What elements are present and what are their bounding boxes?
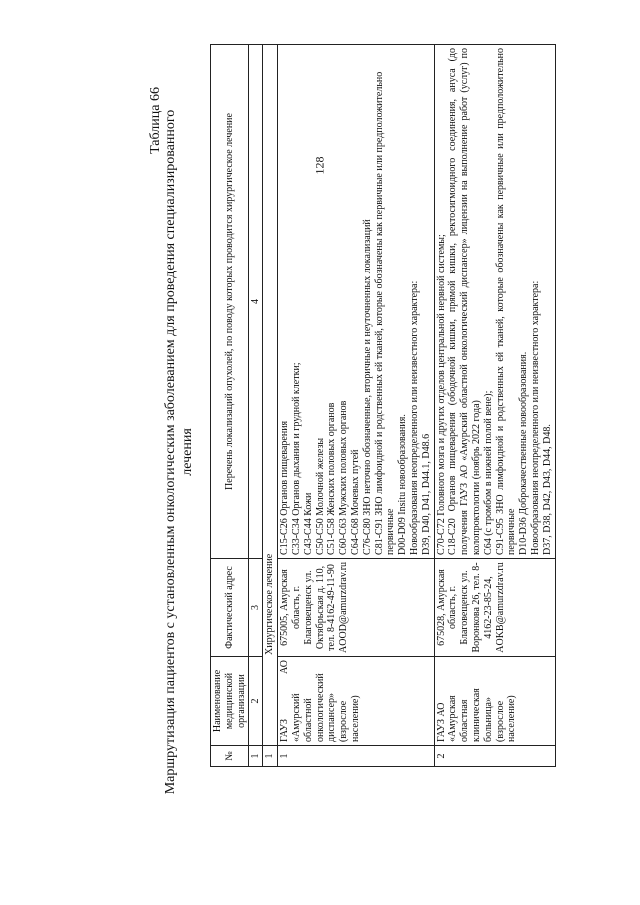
header-list: Перечень локализаций опухолей, по поводу которых проводится хирургическое лечение bbox=[211, 45, 249, 559]
list-item: D00-D09 Insitu новообразования. bbox=[397, 414, 409, 555]
org-address: 675005, Амурская область, г. Благовещенск ул. Октябрьская д. 110, тел. 8-4162-49-11-90 AOOD@amurzdrav.ru bbox=[278, 558, 434, 656]
col-number: 1 bbox=[249, 746, 263, 767]
table-row bbox=[278, 45, 434, 767]
section-label: Хирургическое лечение bbox=[263, 45, 278, 746]
rotated-page-content bbox=[20, 2, 620, 902]
list-item: C51-C58 Женских половых органов bbox=[326, 402, 338, 555]
list-item: D37, D38, D42, D43, D44, D48. bbox=[541, 424, 553, 555]
list-item: C50-C50 Молочной железы bbox=[314, 437, 326, 555]
list-item: C91-C95 ЗНО лимфоидной и родственных ей тканей, которые обозначены как первичные или предположительно первичные bbox=[494, 48, 518, 555]
heading-line-2: лечения bbox=[180, 428, 195, 476]
list-item: C64-C68 Мочевых путей bbox=[349, 449, 361, 555]
section-row bbox=[263, 45, 278, 767]
heading-line-1: Маршрутизация пациентов с установленным онкологическим заболеванием для проведения специализированного bbox=[163, 109, 178, 795]
list-item: C81-C91 ЗНО лимфоидной и родственных ей тканей, которые обозначены как первичные или предположительно первичные bbox=[373, 71, 397, 555]
col-number: 2 bbox=[249, 657, 263, 746]
list-item: C64 (с тромбом в нижней полой вене); bbox=[482, 390, 494, 555]
col-number: 4 bbox=[249, 45, 263, 559]
list-item: C70-C72 Головного мозга и других отделов центральной нервной системы; bbox=[435, 234, 447, 555]
list-item: C76-C80 ЗНО неточно обозначенные, вторичные и неуточненных локализаций bbox=[361, 219, 373, 555]
list-item: Новообразования неопределенного или неизвестного характера: bbox=[408, 280, 420, 555]
localization-list bbox=[278, 45, 434, 559]
page-number: 128 bbox=[312, 156, 327, 175]
header-address: Фактический адрес bbox=[211, 558, 249, 656]
routing-table bbox=[210, 44, 556, 767]
list-item: C43-C44 Кожи bbox=[302, 492, 314, 555]
col-number: 3 bbox=[249, 558, 263, 656]
row-num: 2 bbox=[434, 746, 555, 767]
table-number: Таблица 66 bbox=[148, 87, 163, 154]
table-heading bbox=[162, 42, 196, 862]
table-row bbox=[434, 45, 555, 767]
header-org: Наименование медицинской организации bbox=[211, 657, 249, 746]
list-item: C18-C20 Органов пищеварения (ободочной кишки, прямой кишки, ректосигмоидного соединения, ануса (до получения ГАУЗ АО «Амурский областной онкологический диспансер» лицензии на выполнение работ (услуг) по колопроктологии (ноябрь 2022 года) bbox=[447, 48, 482, 555]
list-item: Новообразования неопределенного или неизвестного характера: bbox=[529, 280, 541, 555]
list-item: C15-C26 Органов пищеварения bbox=[279, 420, 291, 555]
org-name: ГАУЗ АО «Амурская областная клиническая больница» (взрослое население) bbox=[434, 657, 555, 746]
header-row bbox=[211, 45, 249, 767]
localization-list bbox=[434, 45, 555, 559]
list-item: C60-C63 Мужских половых органов bbox=[338, 400, 350, 555]
org-address: 675028, Амурская область, г. Благовещенск ул. Воронкова 26, тел. 8-4162-23-85-24, AOKB@amurzdrav.ru bbox=[434, 558, 555, 656]
list-item: D10-D36 Доброкачественные новообразования. bbox=[518, 351, 530, 555]
header-num: № bbox=[211, 746, 249, 767]
row-num: 1 bbox=[278, 746, 434, 767]
section-num: 1 bbox=[263, 746, 278, 767]
list-item: C33-C34 Органов дыхания и грудной клетки; bbox=[290, 362, 302, 555]
column-number-row bbox=[249, 45, 263, 767]
org-name: ГАУЗ АО «Амурский областной онкологический диспансер» (взрослое население) bbox=[278, 657, 434, 746]
list-item: D39, D40, D41, D44.1, D48.6 bbox=[420, 433, 432, 555]
